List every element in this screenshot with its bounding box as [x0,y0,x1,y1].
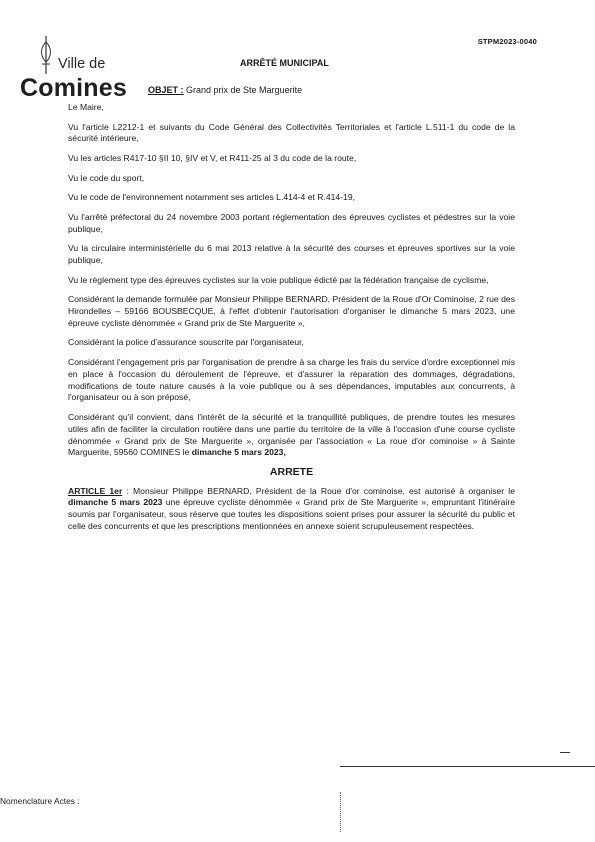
city-logo-icon [36,34,56,78]
paragraph-le-maire: Le Maire, [68,102,104,112]
objet-label: OBJET : [148,85,184,95]
document-title: ARRÊTÉ MUNICIPAL [240,58,329,68]
article-1-date: dimanche 5 mars 2023 [68,497,163,508]
article-1-text-a: : Monsieur Philippe BERNARD, Président de la Roue d'or cominoise, est autorisé à organiser le [122,485,515,496]
arrete-heading: ARRETE [269,465,314,478]
considerant-securite-text: Considérant qu'il convient, dans l'intérêt de la sécurité et la tranquillité publiques, de prendre toutes les mesures utiles afin de faciliter la circulation routière dans une partie du territoire de la ville à l'occasion d'une course cycliste dénommée « Grand prix de Ste Marguerite », organisée par l'association « La roue d'or cominoise » à Sainte Marguerite, 59560 COMINES le [68,411,515,458]
paragraph-considerant-demande: Considérant la demande formulée par Monsieur Philippe BERNARD, Président de la Roue d'Or Cominoise, 2 rue des Hirondelles – 59166 BOUSBECQUE, à l'effet d'obtenir l'autorisation d'organiser le dimanche 5 mars 2023, une épreuve cycliste dénommée « Grand prix de Ste Marguerite », [68,294,515,328]
considerant-securite-date: dimanche 5 mars 2023, [191,447,286,458]
footer-tick [560,752,570,753]
paragraph-vu-code-sport: Vu le code du sport, [68,172,145,183]
paragraph-vu-cgct: Vu l'article L2212-1 et suivants du Code Général des Collectivités Territoriales et l'article L.511-1 du code de la sécurité intérieure, [68,121,515,144]
paragraph-vu-code-route: Vu les articles R417-10 §II 10, §IV et V, et R411-25 al 3 du code de la route, [68,152,357,163]
footer-divider [340,792,341,832]
paragraph-considerant-engagement: Considérant l'engagement pris par l'organisation de prendre à sa charge les frais du service d'ordre exceptionnel mis en place à l'occasion du déroulement de l'épreuve, et d'assurer la réparation des dommages, dégradations, modifications de toute nature causés à la voie publique ou à ses dépendances, imputables aux concurrents, à l'organisateur ou à son préposé, [68,356,515,403]
paragraph-vu-code-environnement: Vu le code de l'environnement notamment ses articles L.414-4 et R.414-19, [68,192,355,203]
reference-number: STPM2023-0040 [477,37,537,46]
document-body [68,102,515,541]
paragraph-considerant-securite [68,412,515,459]
paragraph-vu-reglement: Vu le règlement type des épreuves cyclistes sur la voie publique édicté par la fédération française de cyclisme, [68,274,489,285]
paragraph-vu-circulaire: Vu la circulaire interministérielle du 6 mai 2013 relative à la sécurité des courses et épreuves sportives sur la voie publique, [68,243,515,265]
nomenclature-label: Nomenclature Actes : [0,796,80,806]
article-1-label: ARTICLE 1er [68,485,123,496]
article-1 [68,486,515,533]
objet-line [148,85,302,95]
objet-text: Grand prix de Ste Marguerite [183,85,303,95]
logo-ville-text: Ville de [58,56,106,72]
paragraph-considerant-assurance: Considérant la police d'assurance souscrite par l'organisateur, [68,337,304,348]
city-logo [20,34,130,104]
paragraph-vu-arrete-prefectoral: Vu l'arrêté préfectoral du 24 novembre 2003 portant réglementation des épreuves cyclistes et pédestres sur la voie publique, [68,211,515,234]
article-1-text-b: une épreuve cycliste dénommée « Grand prix de Ste Marguerite », empruntant l'itinéraire soumis par l'organisateur, sous réserve que toutes les dispositions soient prises pour assurer la sécurité du public et celle des concurrents et que les prescriptions mentionnées en annexe soient scrupuleusement respectées. [68,497,515,532]
footer-rule [340,766,595,767]
logo-comines-text: Comines [20,74,127,102]
